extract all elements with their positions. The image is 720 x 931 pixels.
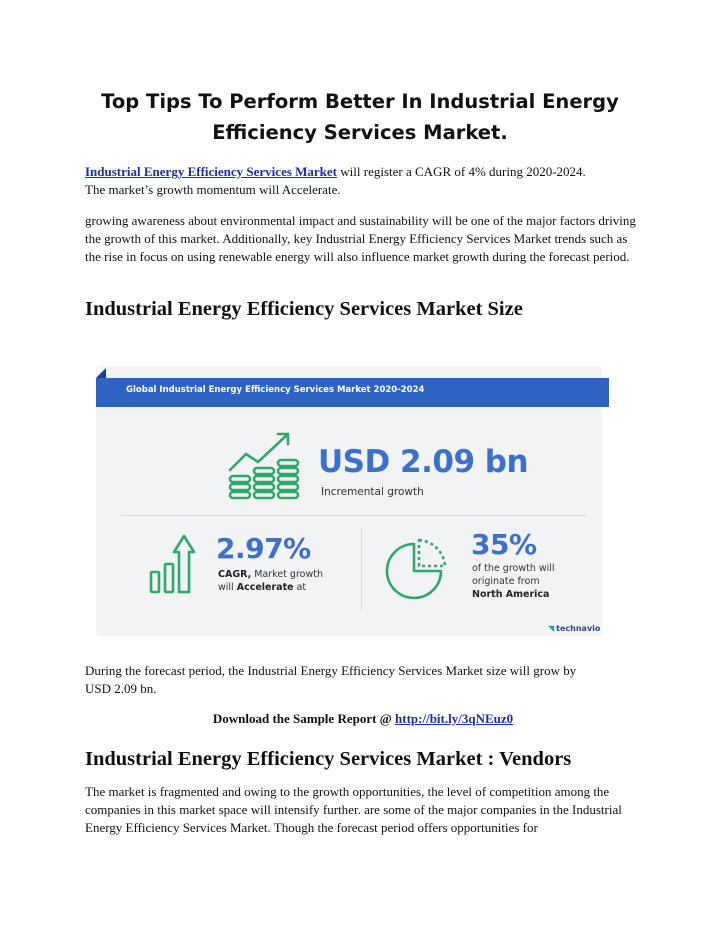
region-share-value: 35% — [471, 528, 537, 561]
region-share-description — [472, 562, 602, 601]
cagr-accelerate: Accelerate — [236, 582, 294, 593]
intro-text-2: The market’s growth momentum will Accelerate. — [85, 182, 341, 197]
technavio-logo — [548, 624, 600, 633]
share-region: North America — [472, 589, 550, 600]
banner-fold — [96, 368, 106, 378]
banner-title: Global Industrial Energy Efficiency Services Market 2020-2024 — [126, 385, 425, 395]
intro-paragraph — [85, 163, 641, 199]
size-text-2: USD 2.09 bn. — [85, 681, 157, 696]
title-line-1: Top Tips To Perform Better In Industrial Energy — [101, 90, 619, 113]
bar-growth-icon — [148, 530, 208, 596]
share-text-1: of the growth will — [472, 563, 555, 574]
download-link[interactable]: http://bit.ly/3qNEuz0 — [395, 711, 514, 726]
incremental-label: Incremental growth — [321, 486, 424, 498]
market-link[interactable]: Industrial Energy Efficiency Services Market — [85, 164, 338, 179]
title-dot: . — [500, 121, 508, 144]
title-line-2 — [60, 117, 660, 148]
cagr-text-2: will — [218, 582, 237, 593]
vendors-paragraph: The market is fragmented and owing to the growth opportunities, the level of competition among the companies in this market space will intensify further. are some of the major companies in the Industrial Energy Efficiency Services Market. Though the forecast period offers opportunities for — [85, 784, 622, 835]
market-infographic — [88, 358, 612, 642]
size-heading: Industrial Energy Efficiency Services Market Size — [85, 298, 523, 320]
cagr-value: 2.97% — [216, 532, 311, 565]
horizontal-divider — [121, 515, 587, 516]
logo-mark-icon: ◥ — [548, 624, 555, 633]
intro-text-1: will register a CAGR of 4% during 2020-2024. — [337, 164, 586, 179]
drivers-paragraph: growing awareness about environmental impact and sustainability will be one of the major factors driving the growth of this market. Additionally, key Industrial Energy Efficiency Services Market trends such as the rise in focus on using renewable energy will also influence market growth during the forecast period. — [85, 213, 636, 264]
cagr-text-3: at — [293, 582, 307, 593]
cagr-label: CAGR, — [218, 569, 252, 580]
download-label: Download the Sample Report @ — [212, 711, 396, 726]
size-paragraph — [85, 662, 641, 698]
incremental-value: USD 2.09 bn — [318, 444, 529, 480]
cagr-description — [218, 568, 368, 594]
coins-growth-icon — [226, 428, 306, 500]
share-text-2: originate from — [472, 576, 540, 587]
logo-text: technavio — [556, 624, 601, 633]
title-line-2-text: Efficiency Services Market — [212, 121, 501, 144]
pie-chart-icon — [385, 536, 449, 600]
download-line — [85, 711, 641, 727]
page-title — [60, 86, 660, 148]
cagr-text-1: Market growth — [251, 569, 323, 580]
size-text-1: During the forecast period, the Industrial Energy Efficiency Services Market size will grow by — [85, 663, 577, 678]
vendors-heading: Industrial Energy Efficiency Services Market : Vendors — [85, 748, 572, 770]
